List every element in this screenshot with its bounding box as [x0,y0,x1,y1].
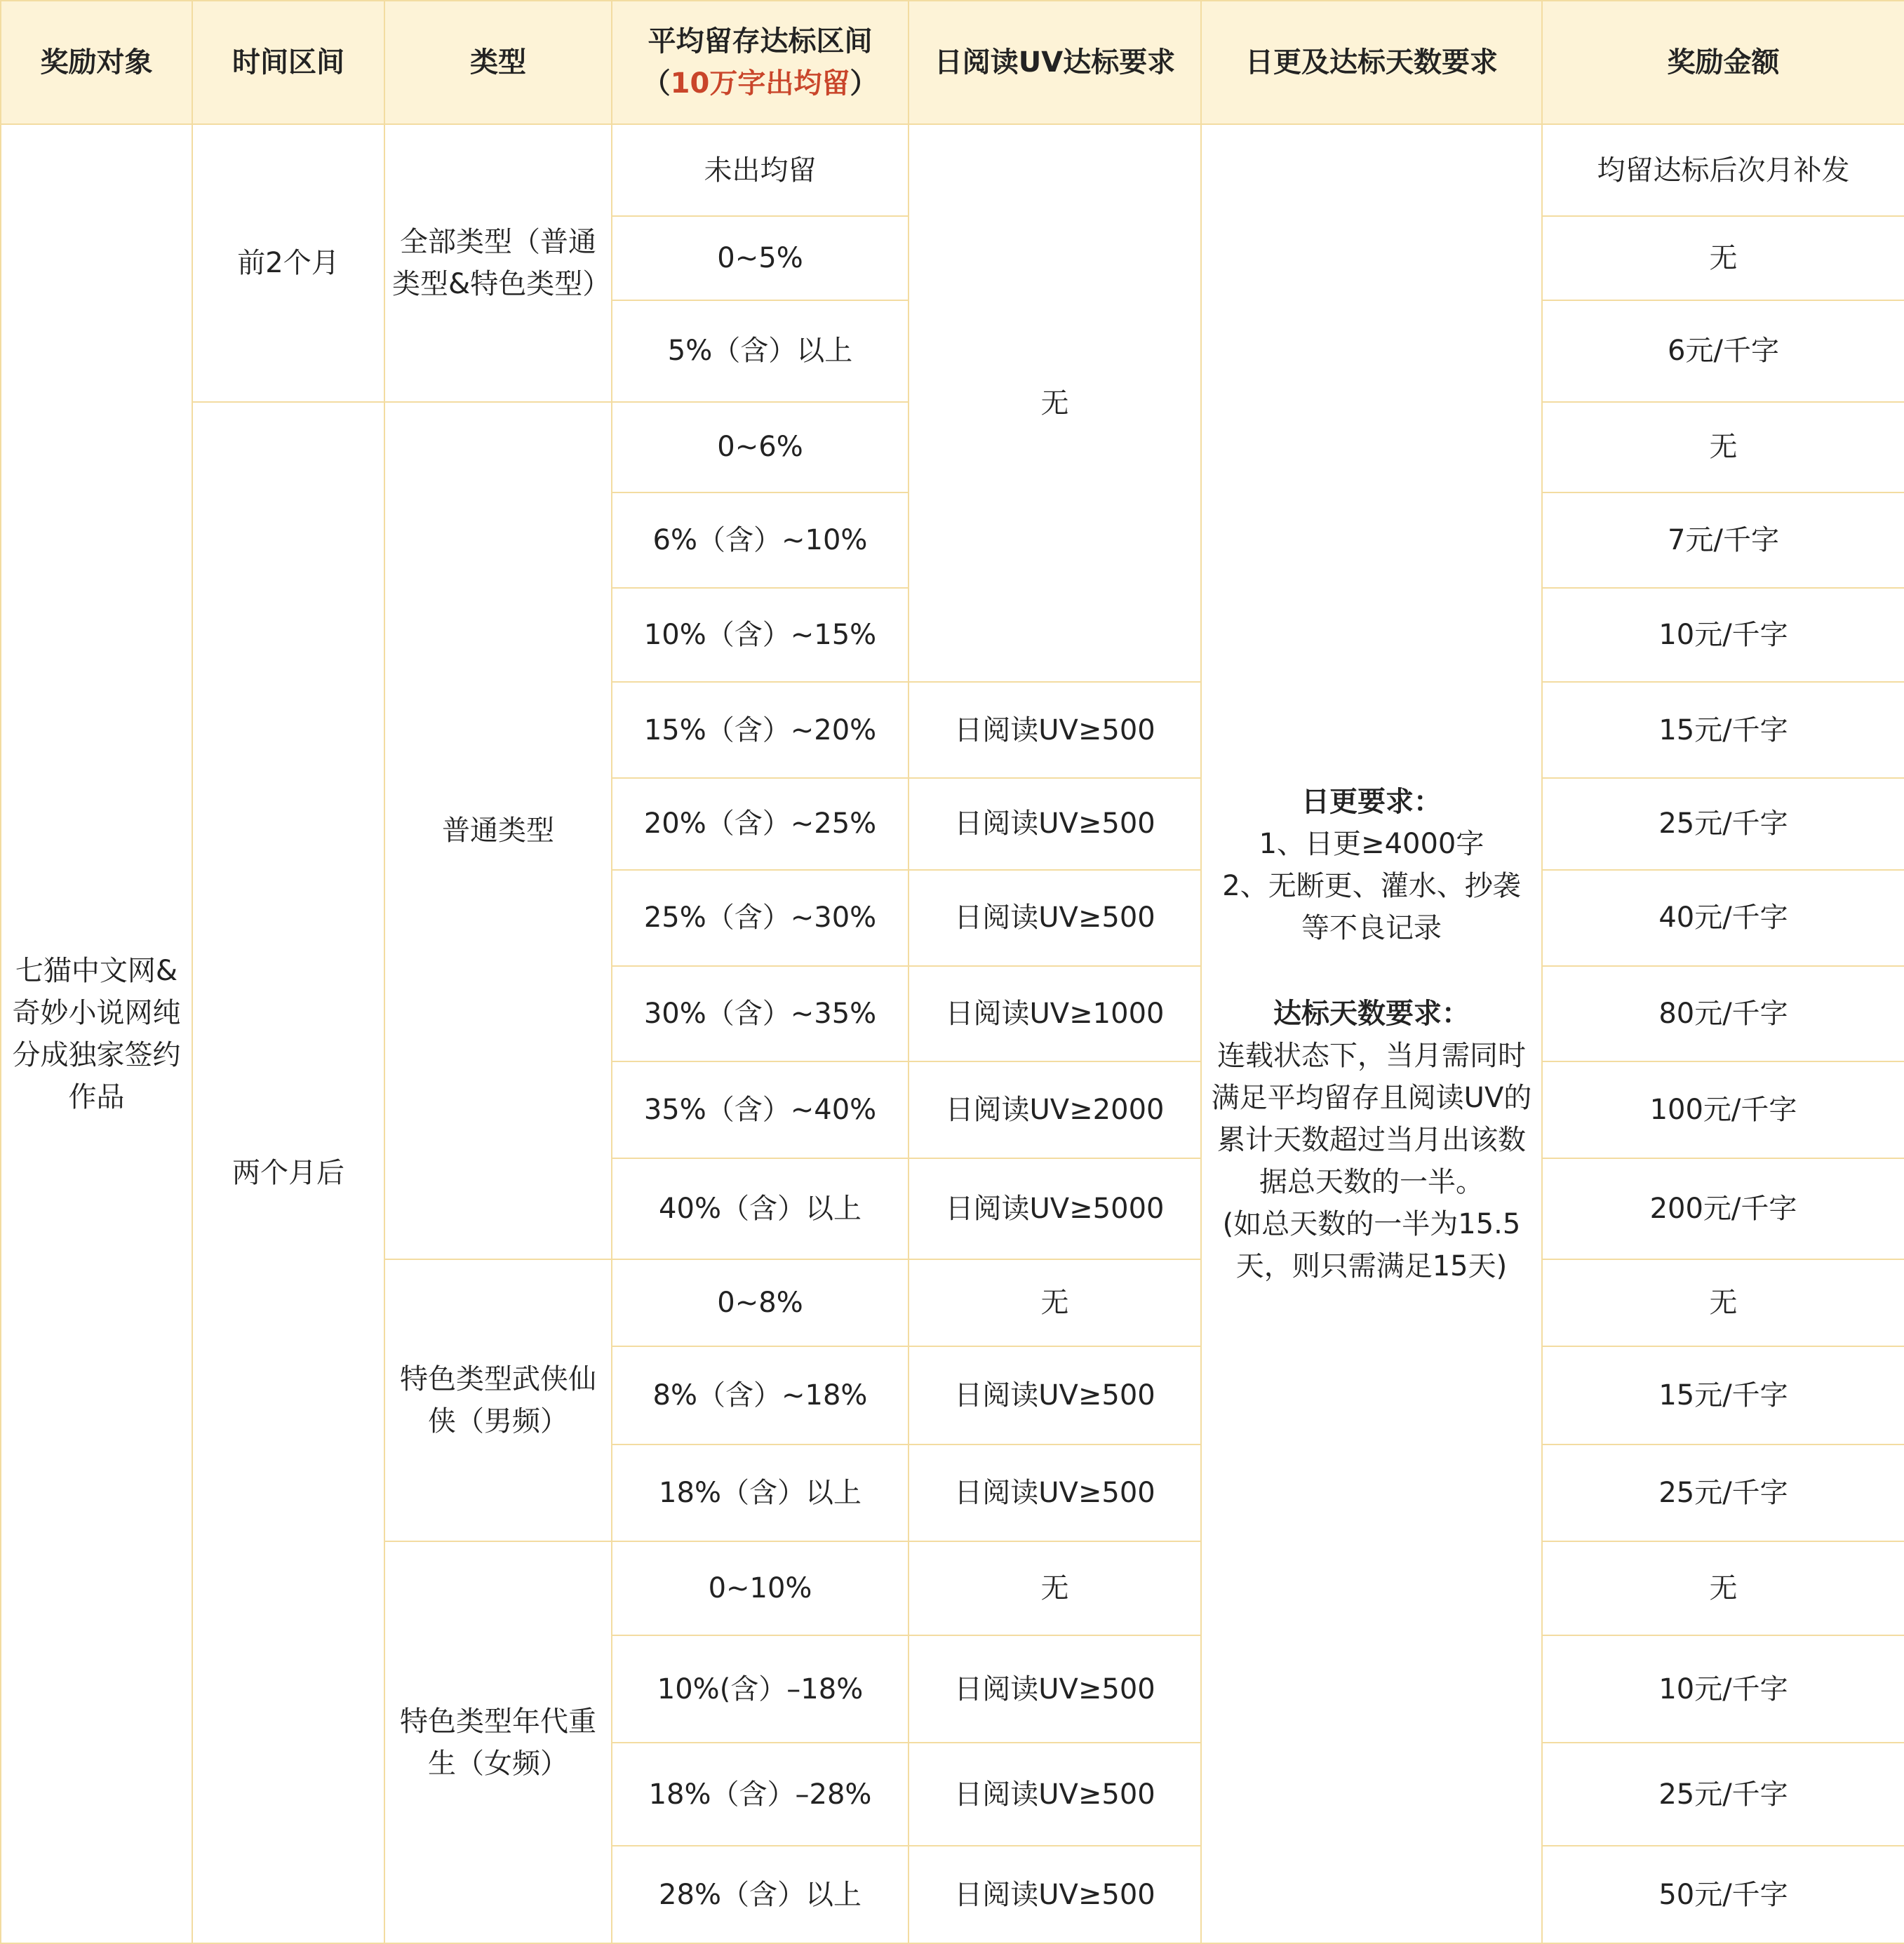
amount-cell: 25元/千字 [1542,1444,1904,1541]
retention-cell: 20%（含）~25% [612,778,909,870]
retention-cell: 5%（含）以上 [612,300,909,402]
retention-cell: 15%（含）~20% [612,682,909,777]
header-retention-open: （ [642,67,671,100]
header-uv: 日阅读UV达标要求 [909,1,1201,124]
retention-cell: 28%（含）以上 [612,1846,909,1943]
period-after-2-months: 两个月后 [192,402,384,1943]
header-target: 奖励对象 [1,1,192,124]
uv-cell: 无 [909,1259,1201,1346]
uv-cell: 日阅读UV≥500 [909,1444,1201,1541]
daily-requirement-1: 1、日更≥4000字 [1259,827,1484,860]
amount-cell: 10元/千字 [1542,588,1904,682]
retention-cell: 25%（含）~30% [612,870,909,965]
retention-cell: 0~10% [612,1541,909,1635]
uv-cell: 日阅读UV≥1000 [909,966,1201,1061]
uv-cell: 日阅读UV≥500 [909,778,1201,870]
uv-cell: 无 [909,1541,1201,1635]
days-requirement-text: 连载状态下，当月需同时满足平均留存且阅读UV的累计天数超过当月出该数据总天数的一半。 [1211,1039,1532,1198]
amount-cell: 15元/千字 [1542,682,1904,777]
header-retention-highlight: 10万字出均留 [670,67,850,100]
retention-cell: 0~8% [612,1259,909,1346]
amount-cell: 10元/千字 [1542,1635,1904,1742]
amount-cell: 无 [1542,216,1904,300]
header-retention [612,1,909,124]
amount-cell: 100元/千字 [1542,1061,1904,1158]
table-row [1,124,1904,216]
header-retention-close: ） [850,67,878,100]
type-normal: 普通类型 [384,402,612,1259]
type-all: 全部类型（普通类型&特色类型） [384,124,612,402]
uv-cell: 日阅读UV≥5000 [909,1158,1201,1259]
retention-cell: 6%（含）~10% [612,492,909,588]
amount-cell: 25元/千字 [1542,778,1904,870]
uv-none-cell: 无 [909,124,1201,682]
amount-cell: 40元/千字 [1542,870,1904,965]
header-period: 时间区间 [192,1,384,124]
amount-cell: 25元/千字 [1542,1743,1904,1846]
amount-cell: 无 [1542,1541,1904,1635]
retention-cell: 0~6% [612,402,909,492]
retention-cell: 未出均留 [612,124,909,216]
days-requirement-title: 达标天数要求： [1273,997,1470,1030]
retention-cell: 18%（含）–28% [612,1743,909,1846]
header-row [1,1,1904,124]
uv-cell: 日阅读UV≥500 [909,1635,1201,1742]
header-retention-note [619,62,901,105]
amount-cell: 无 [1542,402,1904,492]
uv-cell: 日阅读UV≥500 [909,1346,1201,1444]
retention-cell: 0~5% [612,216,909,300]
retention-cell: 40%（含）以上 [612,1158,909,1259]
type-rebirth: 特色类型年代重生（女频） [384,1541,612,1943]
amount-cell: 6元/千字 [1542,300,1904,402]
amount-cell: 均留达标后次月补发 [1542,124,1904,216]
amount-cell: 15元/千字 [1542,1346,1904,1444]
amount-cell: 7元/千字 [1542,492,1904,588]
header-amount: 奖励金额 [1542,1,1904,124]
period-first-2-months: 前2个月 [192,124,384,402]
requirements-cell [1201,124,1542,1943]
amount-cell: 50元/千字 [1542,1846,1904,1943]
retention-cell: 8%（含）~18% [612,1346,909,1444]
retention-cell: 18%（含）以上 [612,1444,909,1541]
uv-cell: 日阅读UV≥500 [909,1846,1201,1943]
retention-cell: 10%（含）~15% [612,588,909,682]
uv-cell: 日阅读UV≥500 [909,682,1201,777]
header-days: 日更及达标天数要求 [1201,1,1542,124]
retention-cell: 10%(含）–18% [612,1635,909,1742]
amount-cell: 200元/千字 [1542,1158,1904,1259]
uv-cell: 日阅读UV≥2000 [909,1061,1201,1158]
uv-cell: 日阅读UV≥500 [909,870,1201,965]
spacer [1209,949,1534,993]
days-requirement-note: (如总天数的一半为15.5天，则只需满足15天) [1222,1207,1521,1282]
header-retention-title: 平均留存达标区间 [648,25,873,58]
daily-requirement-2: 2、无断更、灌水、抄袭等不良记录 [1222,869,1521,944]
retention-cell: 35%（含）~40% [612,1061,909,1158]
amount-cell: 无 [1542,1259,1904,1346]
header-type: 类型 [384,1,612,124]
retention-cell: 30%（含）~35% [612,966,909,1061]
uv-cell: 日阅读UV≥500 [909,1743,1201,1846]
daily-requirement-title: 日更要求： [1301,785,1442,818]
target-cell: 七猫中文网&奇妙小说网纯分成独家签约作品 [1,124,192,1943]
amount-cell: 80元/千字 [1542,966,1904,1061]
type-wuxia: 特色类型武侠仙侠（男频） [384,1259,612,1541]
